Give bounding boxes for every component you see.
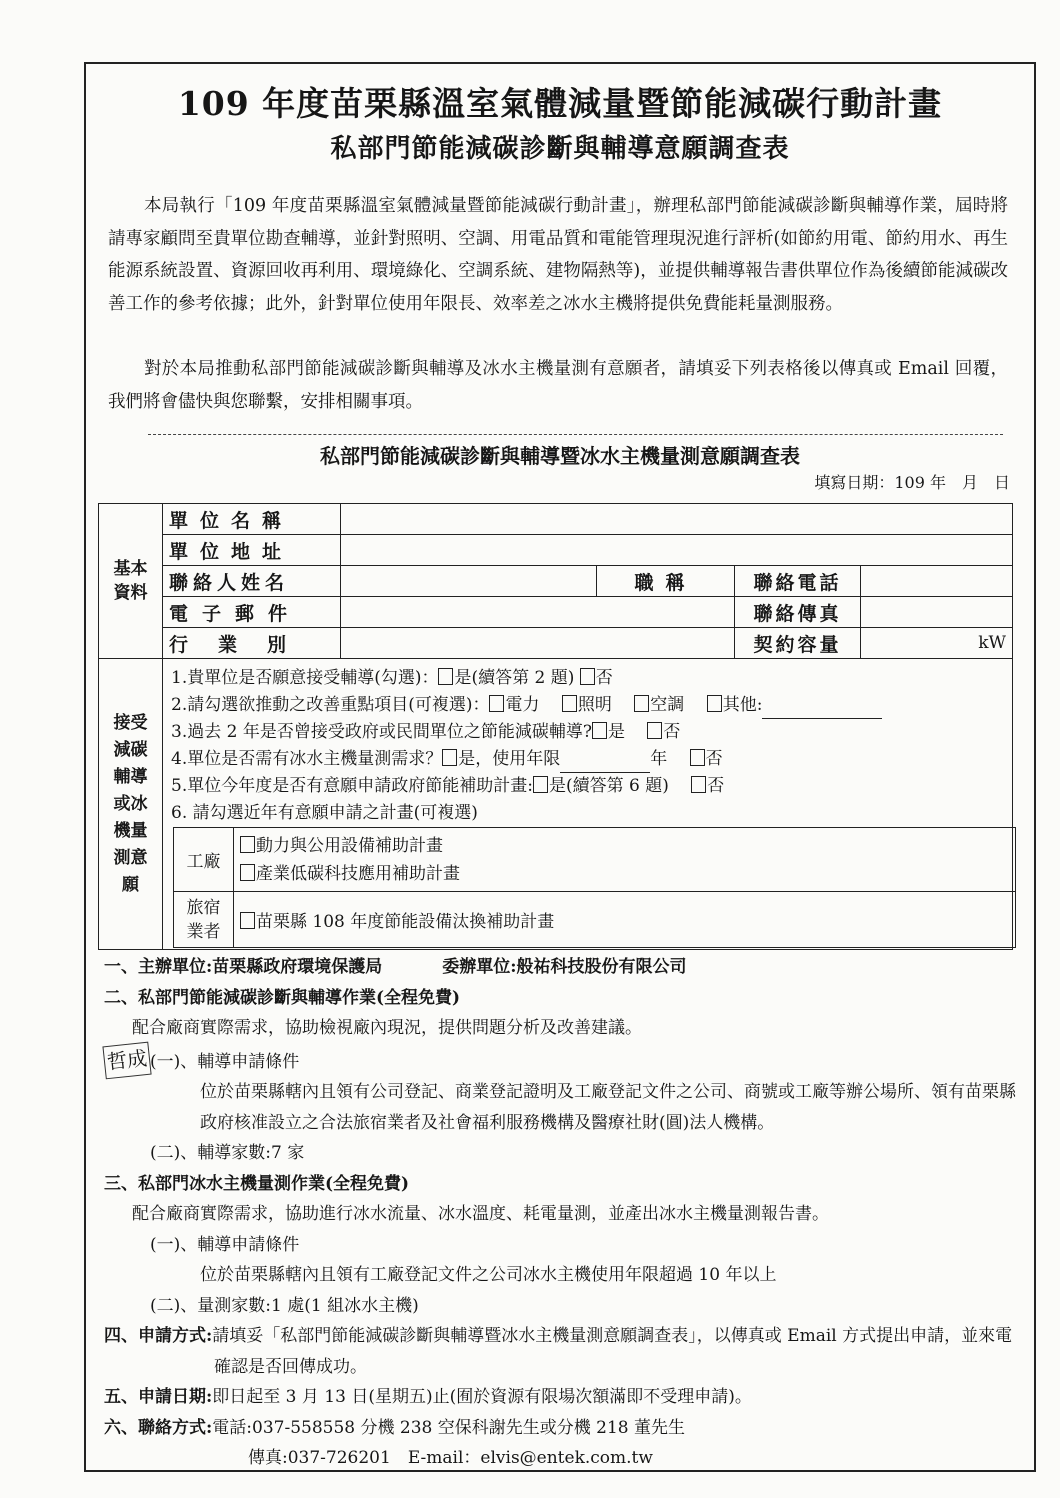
email-label: 電子郵件 <box>163 597 341 628</box>
question-2: 2.請勾選欲推動之改善重點項目(可複選)： 電力 照明 空調 其他: <box>171 692 1008 719</box>
willingness-label: 接受減碳輔導或冰機量測意願 <box>99 659 163 950</box>
contact-fax-label: 聯絡傳真 <box>735 597 861 628</box>
unit-name-field[interactable] <box>341 504 1013 535</box>
section-3-desc: 配合廠商實際需求，協助進行冰水流量、冰水溫度、耗電量測，並產出冰水主機量測報告書。 <box>132 1204 829 1224</box>
section-3-conditions: 位於苗栗縣轄內且領有工廠登記文件之公司冰水主機使用年限超過 10 年以上 <box>200 1265 777 1285</box>
q3-yes-checkbox[interactable] <box>592 722 607 739</box>
section-2-count: (二)、輔導家數:7 家 <box>150 1143 305 1163</box>
contract-capacity-field[interactable] <box>861 628 1013 659</box>
factory-opt2-checkbox[interactable] <box>240 864 255 881</box>
section-3-sub1: (一)、輔導申請條件 <box>150 1234 300 1255</box>
questions-cell <box>163 659 1013 950</box>
question-4: 4.單位是否需有冰水主機量測需求？ 是，使用年限 年 否 <box>171 746 1008 773</box>
contact-fax-field[interactable] <box>861 597 1013 628</box>
basic-info-label: 基本資料 <box>99 504 163 659</box>
q5-yes-checkbox[interactable] <box>533 776 548 793</box>
contact-phone-label: 聯絡電話 <box>735 566 861 597</box>
q1-no-checkbox[interactable] <box>580 668 595 685</box>
q2-power-checkbox[interactable] <box>489 695 504 712</box>
q4-no-checkbox[interactable] <box>690 749 705 766</box>
unit-address-field[interactable] <box>341 535 1013 566</box>
q5-no-checkbox[interactable] <box>691 776 706 793</box>
q2-other-input[interactable] <box>762 718 882 719</box>
q4-yes-checkbox[interactable] <box>442 749 457 766</box>
capacity-unit: kW <box>978 633 1007 653</box>
section-6: 六、聯絡方式:電話:037-558558 分機 238 空保科謝先生或分機 218 董先生 <box>104 1417 686 1438</box>
intro-paragraph-1: 本局執行「109 年度苗栗縣溫室氣體減量暨節能減碳行動計畫」，辦理私部門節能減碳診斷與輔導作業，屆時將請專家顧問至貴單位勘查輔導，並針對照明、空調、用電品質和電能管理現況進行評析(如節約用電、節約用水、再生能源系統設置、資源回收再利用、環境綠化、空調系統、建物隔熱等)，並提供輔導報告書供單位作為後續節能減碳改善工作的參考依據；此外，針對單位使用年限長、效率差之冰水主機將提供免費能耗量測服務。 <box>108 196 1008 314</box>
survey-form <box>98 503 1013 950</box>
section-3-heading: 三、私部門冰水主機量測作業(全程免費) <box>104 1173 410 1194</box>
q3-no-checkbox[interactable] <box>647 722 662 739</box>
page-subtitle: 私部門節能減碳診斷與輔導意願調查表 <box>330 134 790 164</box>
q2-other-checkbox[interactable] <box>707 695 722 712</box>
contact-phone-field[interactable] <box>861 566 1013 597</box>
cut-line <box>148 434 1003 435</box>
section-2-sub1: 哲成 (一)、輔導申請條件 <box>104 1044 1024 1078</box>
q1-yes-checkbox[interactable] <box>438 668 453 685</box>
subsidy-plans-table <box>173 827 1016 948</box>
unit-name-label: 單位名稱 <box>163 504 341 535</box>
contract-capacity-label: 契約容量 <box>735 628 861 659</box>
question-3: 3.過去 2 年是否曾接受政府或民間單位之節能減碳輔導? 是 否 <box>171 722 681 742</box>
hotel-label: 旅宿業者 <box>174 892 234 948</box>
q2-ac-checkbox[interactable] <box>634 695 649 712</box>
section-3-count: (二)、量測家數:1 處(1 組冰水主機) <box>150 1295 419 1316</box>
section-2-heading: 二、私部門節能減碳診斷與輔導作業(全程免費) <box>104 987 461 1008</box>
industry-field[interactable] <box>341 628 735 659</box>
q2-lighting-checkbox[interactable] <box>562 695 577 712</box>
section-4: 四、申請方式:請填妥「私部門節能減碳診斷與輔導暨冰水主機量測意願調查表」，以傳真或 Email 方式提出申請，並來電確認是否回傳成功。 <box>104 1326 1013 1377</box>
info-section <box>104 952 1024 1474</box>
contact-name-label: 聯絡人姓名 <box>163 566 341 597</box>
contact-name-field[interactable] <box>341 566 597 597</box>
organizer-line: 一、主辦單位:苗栗縣政府環境保護局 委辦單位:般祐科技股份有限公司 <box>104 957 687 977</box>
contact-fax-email: 傳真:037-726201 E-mail：elvis@entek.com.tw <box>248 1448 653 1468</box>
factory-label: 工廠 <box>174 828 234 892</box>
form-title: 私部門節能減碳診斷與輔導暨冰水主機量測意願調查表 <box>320 444 800 468</box>
question-6: 6. 請勾選近年有意願申請之計畫(可複選) <box>171 803 478 823</box>
job-title-label: 職稱 <box>597 566 735 597</box>
fill-date: 填寫日期：109 年 月 日 <box>814 473 1010 492</box>
section-2-desc: 配合廠商實際需求，協助檢視廠內現況，提供問題分析及改善建議。 <box>132 1018 642 1038</box>
factory-options: 動力與公用設備補助計畫 產業低碳科技應用補助計畫 <box>234 828 1016 892</box>
question-5: 5.單位今年度是否有意願申請政府節能補助計畫: 是(續答第 6 題) 否 <box>171 776 725 796</box>
question-1: 1.貴單位是否願意接受輔導(勾選)： 是(續答第 2 題) 否 <box>171 668 613 688</box>
industry-label: 行業別 <box>163 628 341 659</box>
factory-opt1-checkbox[interactable] <box>240 836 255 853</box>
unit-address-label: 單位地址 <box>163 535 341 566</box>
handwritten-stamp: 哲成 <box>102 1041 151 1078</box>
hotel-options: 苗栗縣 108 年度節能設備汰換補助計畫 <box>234 892 1016 948</box>
hotel-opt1-checkbox[interactable] <box>240 912 255 929</box>
intro-paragraph-2: 對於本局推動私部門節能減碳診斷與輔導及冰水主機量測有意願者，請填妥下列表格後以傳真或 Email 回覆，我們將會儘快與您聯繫，安排相關事項。 <box>108 359 1008 412</box>
section-5: 五、申請日期:即日起至 3 月 13 日(星期五)止(囿於資源有限場次額滿即不受理申請)。 <box>104 1387 752 1407</box>
email-field[interactable] <box>341 597 735 628</box>
page-title: 109 年度苗栗縣溫室氣體減量暨節能減碳行動計畫 <box>177 84 943 123</box>
section-2-conditions: 位於苗栗縣轄內且領有公司登記、商業登記證明及工廠登記文件之公司、商號或工廠等辦公場所、領有苗栗縣政府核准設立之合法旅宿業者及社會福利服務機構及醫療社財(圓)法人機構。 <box>200 1082 1016 1133</box>
